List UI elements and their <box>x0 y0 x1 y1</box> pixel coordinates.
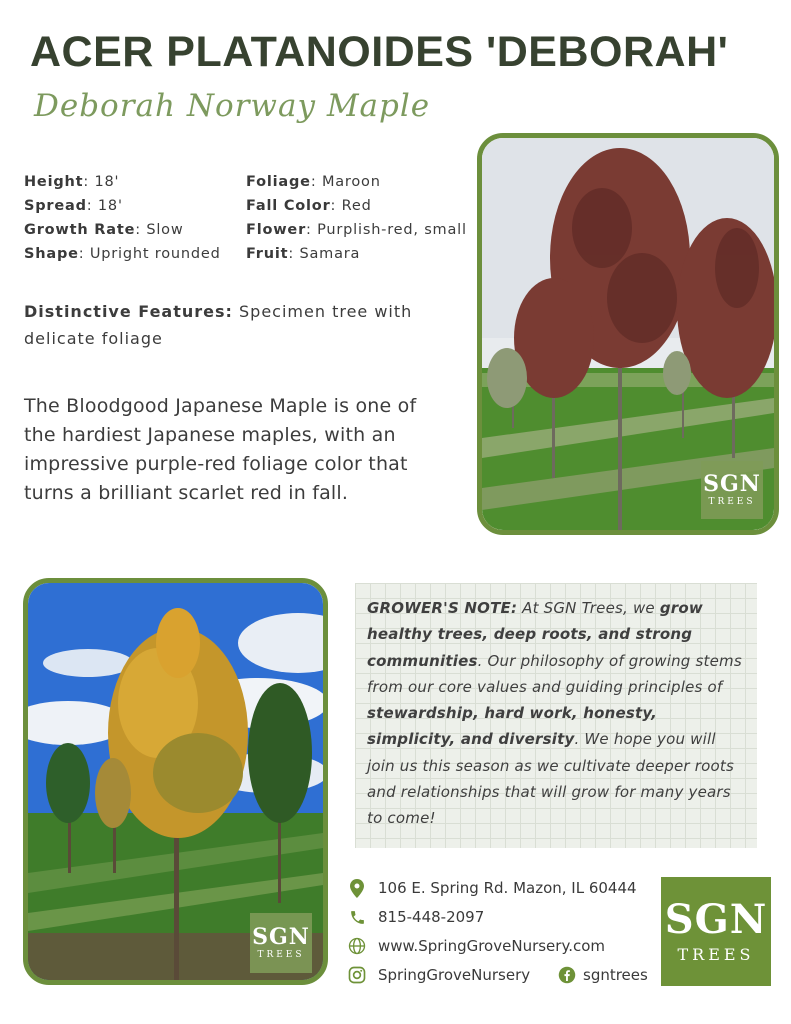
tree-description: The Bloodgood Japanese Maple is one of the hardiest Japanese maples, with an impressive purple-red foliage color that turns a brilliant scarlet red in fall. <box>24 395 417 504</box>
spec-fall-color: Fall Color: Red <box>246 198 372 214</box>
page-title: ACER PLATANOIDES 'DEBORAH' <box>30 28 729 76</box>
phone-icon <box>347 907 367 927</box>
growers-note: GROWER'S NOTE: At SGN Trees, we grow healthy trees, deep roots, and strong communities. Our philosophy of growing stems from our core values and guiding principles of stewardship, hard work, honesty, simplicity, and diversity. We hope you will join us this season as we cultivate deeper roots and relationships that will grow for many years to come! <box>355 583 757 848</box>
contact-phone[interactable]: 815-448-2097 <box>347 907 484 927</box>
features-value: Specimen tree with delicate foliage <box>24 302 413 348</box>
growers-note-label: GROWER'S NOTE: <box>367 599 518 617</box>
contact-address: 106 E. Spring Rd. Mazon, IL 60444 <box>347 878 637 898</box>
globe-icon <box>347 936 367 956</box>
watermark-logo-top: SGN TREES <box>701 461 763 519</box>
facebook-icon <box>557 965 577 985</box>
spec-fruit: Fruit: Samara <box>246 246 361 262</box>
specs-column-right <box>246 170 467 266</box>
specs-column-left <box>24 170 221 266</box>
contact-facebook[interactable]: sgntrees <box>557 965 648 985</box>
features-label: Distinctive Features: <box>24 302 233 321</box>
maple-photo-top <box>477 133 779 535</box>
sgn-trees-logo: SGN TREES <box>661 877 771 986</box>
spec-height: Height: 18' <box>24 174 120 190</box>
map-pin-icon <box>347 878 367 898</box>
contact-instagram[interactable]: SpringGroveNursery <box>347 965 530 985</box>
spec-growth-rate: Growth Rate: Slow <box>24 222 184 238</box>
page-subtitle: Deborah Norway Maple <box>34 88 431 124</box>
distinctive-features <box>24 298 454 352</box>
spec-spread: Spread: 18' <box>24 198 123 214</box>
spec-shape: Shape: Upright rounded <box>24 246 221 262</box>
watermark-logo-bottom: SGN TREES <box>250 913 312 973</box>
instagram-icon <box>347 965 367 985</box>
contact-website[interactable]: www.SpringGroveNursery.com <box>347 936 605 956</box>
spec-flower: Flower: Purplish-red, small <box>246 222 467 238</box>
spec-foliage: Foliage: Maroon <box>246 174 381 190</box>
maple-photo-bottom <box>23 578 328 985</box>
